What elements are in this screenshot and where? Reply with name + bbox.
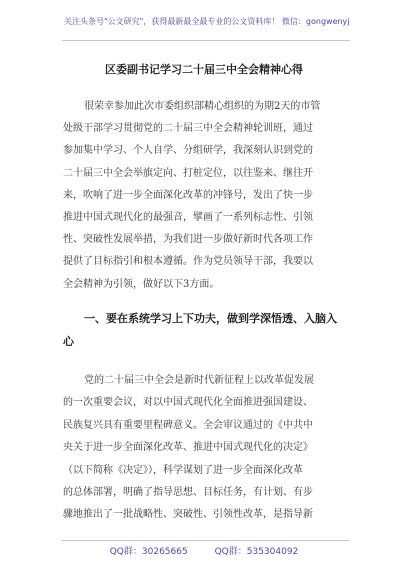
text-line: 二十届三中全会举旗定向、打桩定位，以往鉴来、继往开 bbox=[63, 167, 313, 179]
footer-qq-group-1: QQ群：30265665 bbox=[109, 547, 188, 557]
text-line: 全会精神为引领，做好以下3方面。 bbox=[63, 278, 220, 290]
text-line: 的一次重要会议，对以中国式现代化全面推进强国建设、 bbox=[63, 397, 313, 409]
text-line: 民族复兴具有重要里程碑意义。全会审议通过的《中共中 bbox=[63, 419, 313, 431]
text-line: 参加集中学习、个人自学、分组研学，我深刻认识到党的 bbox=[63, 145, 313, 157]
footer-divider bbox=[62, 540, 350, 541]
text-line: 一、要在系统学习上下功夫，做到学深悟透、入脑入 bbox=[84, 312, 337, 325]
text-line: 来，吹响了进一步全面深化改革的冲锋号，发出了快一步 bbox=[63, 189, 313, 201]
footer bbox=[0, 544, 408, 557]
header-divider bbox=[62, 40, 350, 41]
text-line: 推进中国式现代化的最强音，擘画了一系列标志性、引领 bbox=[63, 212, 313, 223]
text-line: 的总体部署，明确了指导思想、目标任务，有计划、有步 bbox=[63, 487, 313, 498]
text-line: 性、突破性发展举措，为我们进一步做好新时代各项工作 bbox=[63, 234, 313, 246]
text-line: 心 bbox=[63, 335, 74, 348]
text-line: 很荣幸参加此次市委组织部精心组织的为期2天的市管 bbox=[84, 101, 321, 112]
text-line: 党的二十届三中全会是新时代新征程上以改革促发展 bbox=[84, 375, 314, 386]
footer-qq-group-2: QQ群：535304092 bbox=[214, 547, 299, 557]
header-notice: 关注头条号"公文研究"，获得最新最全最专业的公文资料库！ 微信：gongwenyj bbox=[64, 17, 350, 26]
text-line: （以下简称《决定》），科学谋划了进一步全面深化改革 bbox=[63, 464, 303, 476]
document-title: 区委副书记学习二十届三中全会精神心得 bbox=[105, 63, 303, 76]
text-line: 央关于进一步全面深化改革、推进中国式现代化的决定》 bbox=[63, 442, 313, 454]
text-line: 处级干部学习贯彻党的二十届三中全会精神轮训班，通过 bbox=[63, 123, 313, 135]
text-line: 提供了目标指引和根本遵循。作为党员领导干部，我要以 bbox=[63, 256, 313, 268]
text-line: 骤地推出了一批战略性、突破性、引领性改革，是指导新 bbox=[63, 509, 313, 521]
